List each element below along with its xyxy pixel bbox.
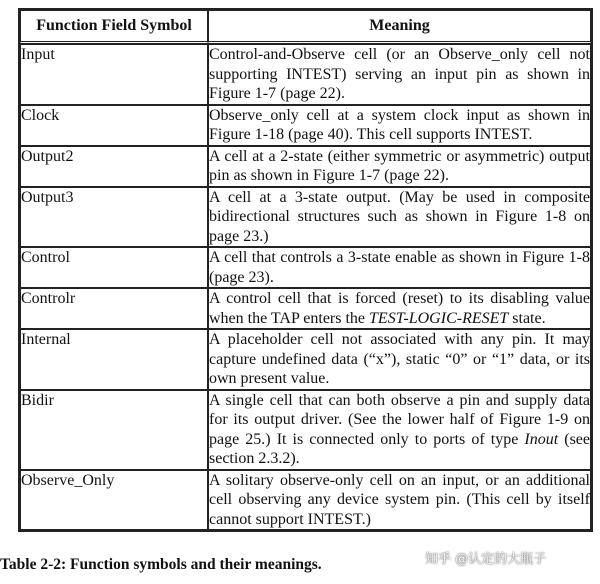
meaning-text: (see section 2.3.2).	[209, 430, 590, 467]
meaning-cell	[208, 187, 591, 248]
meaning-cell	[208, 390, 591, 470]
meaning-text: A solitary observe-only cell on an input, or an additional cell observing any device system pin. (This cell by itself cannot support INTEST.)	[209, 471, 590, 528]
meaning-text: A placeholder cell not associated with any pin. It may capture undefined data (“x”), static “0” or “1” data, or its own present value.	[209, 331, 590, 387]
table-row	[20, 105, 591, 146]
function-symbol-cell: Input	[20, 44, 208, 105]
meaning-text: state.	[508, 309, 546, 327]
function-symbol-table	[18, 8, 593, 532]
function-symbol-cell: Internal	[20, 329, 208, 390]
function-symbol-cell: Controlr	[20, 288, 208, 329]
table-caption: Table 2-2: Function symbols and their meanings.	[0, 556, 322, 573]
watermark: 知乎 @认定的大瓶子	[425, 552, 547, 567]
meaning-cell	[208, 288, 591, 329]
meaning-cell	[208, 146, 591, 187]
meaning-cell	[208, 470, 591, 531]
meaning-cell	[208, 247, 591, 288]
meaning-text: A cell that controls a 3-state enable as shown in Figure 1-8 (page 23).	[209, 249, 590, 286]
table-row	[20, 247, 591, 288]
table-row	[20, 146, 591, 187]
table-row	[20, 288, 591, 329]
table-row	[20, 329, 591, 390]
meaning-text: A control cell that is forced (reset) to its disabling value when the TAP enters the	[209, 290, 590, 327]
function-symbol-cell: Bidir	[20, 390, 208, 470]
function-symbol-cell: Output2	[20, 146, 208, 187]
function-symbol-cell: Observe_Only	[20, 470, 208, 531]
meaning-text: A single cell that can both observe a pin and supply data for its output driver. (See the lower half of Figure 1-9 on page 25.) It is connected only to ports of type	[209, 391, 590, 448]
header-meaning: Meaning	[208, 10, 591, 44]
meaning-italic-text: TEST-LOGIC-RESET	[369, 309, 509, 327]
table-row	[20, 44, 591, 105]
document-page	[18, 8, 589, 532]
table-header-row	[20, 10, 591, 44]
function-symbol-cell: Control	[20, 247, 208, 288]
function-symbol-cell: Output3	[20, 187, 208, 248]
function-symbol-cell: Clock	[20, 105, 208, 146]
table-body	[20, 44, 591, 530]
table-row	[20, 390, 591, 470]
meaning-italic-text: Inout	[524, 430, 559, 448]
meaning-cell	[208, 329, 591, 390]
meaning-text: A cell at a 3-state output. (May be used in composite bidirectional structures such as shown in Figure 1-8 on page 23.)	[209, 188, 590, 245]
meaning-text: Control-and-Observe cell (or an Observe_only cell not supporting INTEST) serving an input pin as shown in Figure 1-7 (page 22).	[209, 46, 590, 102]
table-row	[20, 470, 591, 531]
header-function-field-symbol: Function Field Symbol	[20, 10, 208, 44]
meaning-text: Observe_only cell at a system clock input as shown in Figure 1-18 (page 40). This cell supports INTEST.	[209, 106, 590, 143]
meaning-text: A cell at a 2-state (either symmetric or asymmetric) output pin as shown in Figure 1-7 (page 22).	[209, 147, 590, 184]
table-row	[20, 187, 591, 248]
meaning-cell	[208, 105, 591, 146]
meaning-cell	[208, 44, 591, 105]
